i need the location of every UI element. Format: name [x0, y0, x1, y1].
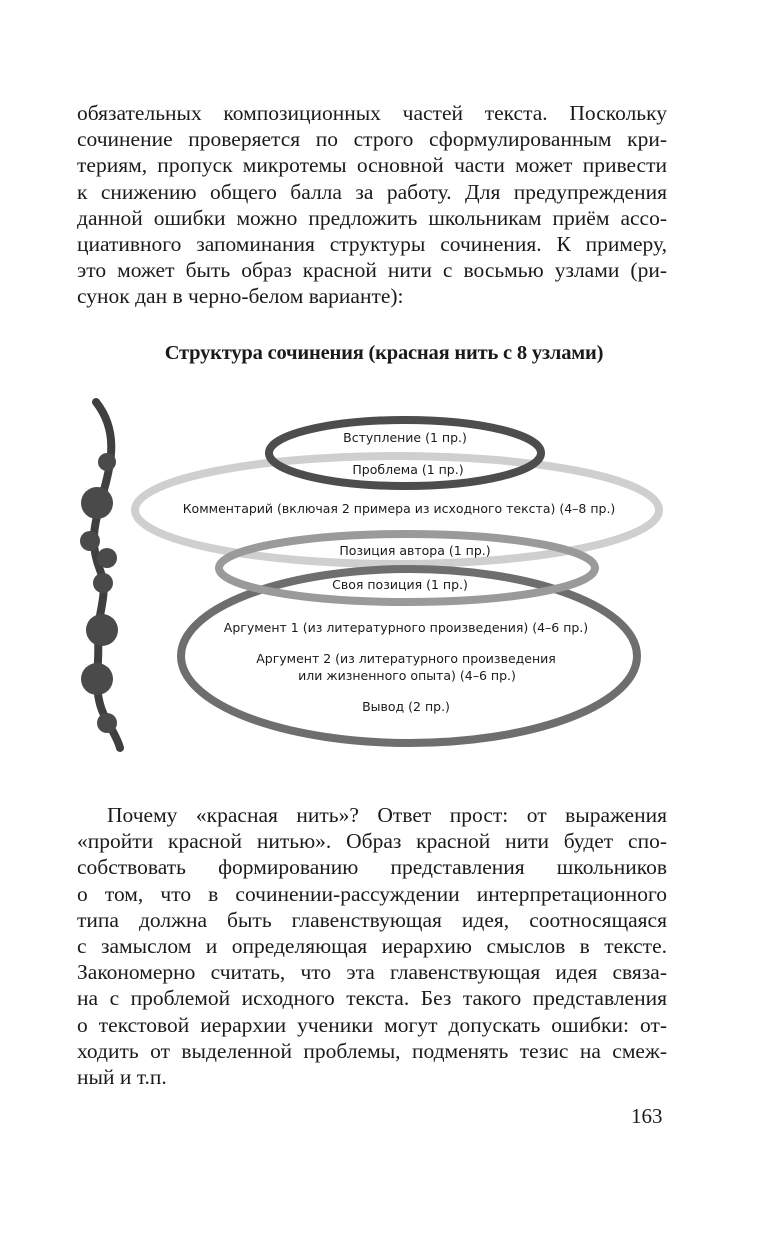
paragraph-line: ходить от выделенной проблемы, подменять тезис на смеж-: [77, 1038, 667, 1063]
paragraph-line: сочинение проверяется по строго сформулированным кри-: [77, 127, 667, 152]
node-problem: Проблема (1 пр.): [352, 462, 464, 477]
bottom-paragraph: [77, 802, 667, 1090]
figure-title: Структура сочинения (красная нить с 8 узлами): [164, 342, 604, 364]
essay-structure-diagram: [0, 390, 768, 760]
paragraph-line: на с проблемой исходного текста. Без такого представления: [77, 986, 667, 1011]
node-author-position: Позиция автора (1 пр.): [339, 543, 491, 558]
paragraph-line: териям, пропуск микротемы основной части может привести: [77, 153, 667, 178]
node-argument-2-line-2: или жизненного опыта) (4–6 пр.): [298, 668, 516, 683]
node-argument-2-line-1: Аргумент 2 (из литературного произведения: [256, 651, 556, 666]
paragraph-line: типа должна быть главенствующая идея, соотносящаяся: [77, 907, 667, 932]
paragraph-line: к снижению общего балла за работу. Для предупреждения: [77, 179, 667, 204]
thread-knot: [98, 453, 116, 471]
thread-knot: [97, 548, 117, 568]
page-number: 163: [631, 1104, 663, 1128]
paragraph-line: циативного запоминания структуры сочинения. К примеру,: [77, 231, 667, 256]
paragraph-line: «пройти красной нитью». Образ красной нити будет спо-: [77, 829, 667, 854]
thread-knot: [80, 531, 100, 551]
paragraph-line: это может быть образ красной нити с восьмью узлами (ри-: [77, 258, 667, 283]
thread-knot: [93, 573, 113, 593]
paragraph-line: сунок дан в черно-белом варианте):: [77, 284, 404, 309]
thread-knot: [81, 487, 113, 519]
paragraph-line: данной ошибки можно предложить школьникам приём ассо-: [77, 205, 667, 230]
paragraph-line: о текстовой иерархии ученики могут допускать ошибки: от-: [77, 1012, 667, 1037]
paragraph-line: собствовать формированию представления школьников: [77, 855, 667, 880]
paragraph-line: Закономерно считать, что эта главенствующая идея связа-: [77, 960, 667, 985]
paragraph-line: с замыслом и определяющая иерархию смыслов в тексте.: [77, 933, 667, 958]
node-commentary: Комментарий (включая 2 примера из исходного текста) (4–8 пр.): [182, 501, 616, 516]
thread-knot: [81, 663, 113, 695]
node-own-position: Своя позиция (1 пр.): [332, 577, 468, 592]
paragraph-line: обязательных композиционных частей текста. Поскольку: [77, 101, 667, 125]
paragraph-line: ный и т.п.: [77, 1064, 167, 1089]
thread-knot: [97, 713, 117, 733]
paragraph-line: Почему «красная нить»? Ответ прост: от выражения: [107, 803, 667, 827]
node-introduction: Вступление (1 пр.): [343, 430, 467, 445]
top-paragraph: [77, 100, 667, 310]
thread-knot: [86, 614, 118, 646]
node-argument-1: Аргумент 1 (из литературного произведения) (4–6 пр.): [223, 620, 589, 635]
paragraph-line: о том, что в сочинении-рассуждении интерпретационного: [77, 881, 667, 906]
node-conclusion: Вывод (2 пр.): [362, 699, 450, 714]
